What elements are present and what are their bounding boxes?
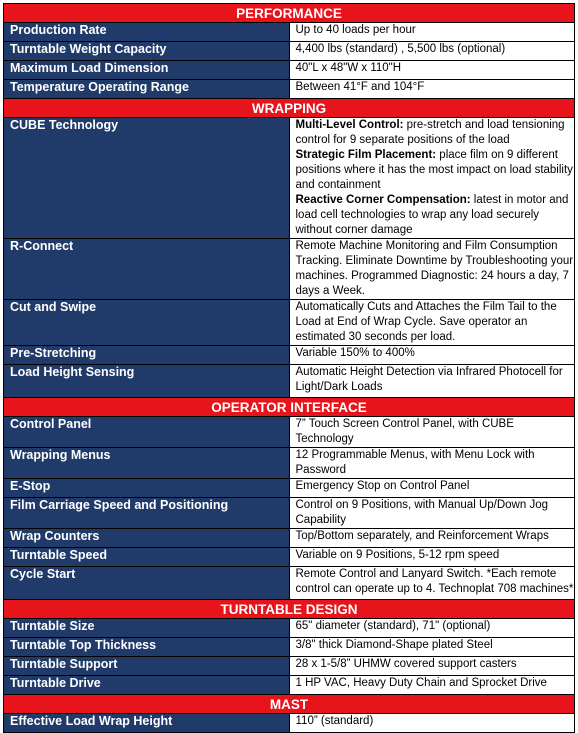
spec-label: Wrap Counters [4, 529, 290, 548]
table-row [4, 23, 575, 42]
section-header-performance [4, 4, 575, 23]
table-row [4, 657, 575, 676]
section-header-mast [4, 695, 575, 714]
cube-feature [296, 148, 575, 193]
spec-label: Maximum Load Dimension [4, 61, 290, 80]
spec-value: Control on 9 Positions, with Manual Up/Down Jog Capability [289, 498, 575, 529]
spec-value: 28 x 1-5/8” UHMW covered support casters [289, 657, 575, 676]
table-row [4, 498, 575, 529]
spec-table [3, 3, 575, 733]
spec-value: Automatically Cuts and Attaches the Film Tail to the Load at End of Wrap Cycle. Save operator an estimated 30 seconds per load. [289, 300, 575, 346]
spec-label: Turntable Drive [4, 676, 290, 695]
spec-value: 4,400 lbs (standard) , 5,500 lbs (optional) [289, 42, 575, 61]
spec-value: 3/8" thick Diamond-Shape plated Steel [289, 638, 575, 657]
table-row [4, 365, 575, 398]
spec-label: Film Carriage Speed and Positioning [4, 498, 290, 529]
table-row [4, 300, 575, 346]
section-title: OPERATOR INTERFACE [4, 398, 575, 417]
spec-value [289, 118, 575, 239]
spec-value: 65" diameter (standard), 71" (optional) [289, 619, 575, 638]
spec-value: Automatic Height Detection via Infrared Photocell for Light/Dark Loads [289, 365, 575, 398]
spec-value: 7” Touch Screen Control Panel, with CUBE Technology [289, 417, 575, 448]
spec-label: R-Connect [4, 239, 290, 300]
section-header-wrapping [4, 99, 575, 118]
spec-label: Wrapping Menus [4, 448, 290, 479]
spec-value: Variable 150% to 400% [289, 346, 575, 365]
spec-value: 40"L x 48"W x 110"H [289, 61, 575, 80]
table-row [4, 548, 575, 567]
spec-value: Variable on 9 Positions, 5-12 rpm speed [289, 548, 575, 567]
cube-feature-title: Strategic Film Placement: [295, 149, 437, 161]
spec-label: Turntable Top Thickness [4, 638, 290, 657]
table-row [4, 42, 575, 61]
spec-value: Remote Machine Monitoring and Film Consumption Tracking. Eliminate Downtime by Troubleshooting your machines. Programmed Diagnostic: 24 hours a day, 7 days a Week. [289, 239, 575, 300]
spec-value: Up to 40 loads per hour [289, 23, 575, 42]
spec-label: Temperature Operating Range [4, 80, 290, 99]
table-row [4, 479, 575, 498]
section-title: PERFORMANCE [4, 4, 575, 23]
spec-value: Top/Bottom separately, and Reinforcement Wraps [289, 529, 575, 548]
spec-label: Control Panel [4, 417, 290, 448]
cube-feature [296, 193, 575, 238]
spec-value: 12 Programmable Menus, with Menu Lock with Password [289, 448, 575, 479]
table-row [4, 448, 575, 479]
cube-feature [296, 118, 575, 148]
cube-feature-text: latest in motor and load cell technologies to wrap any load securely without corner damage [295, 194, 569, 236]
cube-feature-title: Multi-Level Control: [295, 119, 404, 131]
cube-feature-text: place film on 9 different positions where it has the most impact on load stability and containment [295, 149, 573, 191]
spec-value: 1 HP VAC, Heavy Duty Chain and Sprocket Drive [289, 676, 575, 695]
table-row [4, 346, 575, 365]
section-header-turntable-design [4, 600, 575, 619]
spec-label: Cut and Swipe [4, 300, 290, 346]
cube-feature-text: pre-stretch and load tensioning control for 9 separate positions of the load [295, 119, 565, 146]
spec-label: Turntable Weight Capacity [4, 42, 290, 61]
table-row [4, 417, 575, 448]
spec-label: Cycle Start [4, 567, 290, 600]
table-row [4, 619, 575, 638]
section-header-operator-interface [4, 398, 575, 417]
section-title: TURNTABLE DESIGN [4, 600, 575, 619]
table-row [4, 61, 575, 80]
section-title: MAST [4, 695, 575, 714]
spec-label: Turntable Speed [4, 548, 290, 567]
table-row [4, 239, 575, 300]
spec-label: E-Stop [4, 479, 290, 498]
spec-label: Turntable Size [4, 619, 290, 638]
spec-label: Production Rate [4, 23, 290, 42]
spec-label: Pre-Stretching [4, 346, 290, 365]
spec-label: Effective Load Wrap Height [4, 714, 290, 733]
spec-value: Emergency Stop on Control Panel [289, 479, 575, 498]
table-row [4, 529, 575, 548]
spec-label: Turntable Support [4, 657, 290, 676]
table-row [4, 567, 575, 600]
cube-feature-title: Reactive Corner Compensation: [295, 194, 471, 206]
spec-value: Between 41°F and 104°F [289, 80, 575, 99]
spec-value: 110” (standard) [289, 714, 575, 733]
spec-label: Load Height Sensing [4, 365, 290, 398]
table-row [4, 714, 575, 733]
spec-value: Remote Control and Lanyard Switch. *Each remote control can operate up to 4. Technoplat 708 machines* [289, 567, 575, 600]
spec-label: CUBE Technology [4, 118, 290, 239]
table-row [4, 118, 575, 239]
table-row [4, 638, 575, 657]
table-row [4, 676, 575, 695]
section-title: WRAPPING [4, 99, 575, 118]
table-row [4, 80, 575, 99]
